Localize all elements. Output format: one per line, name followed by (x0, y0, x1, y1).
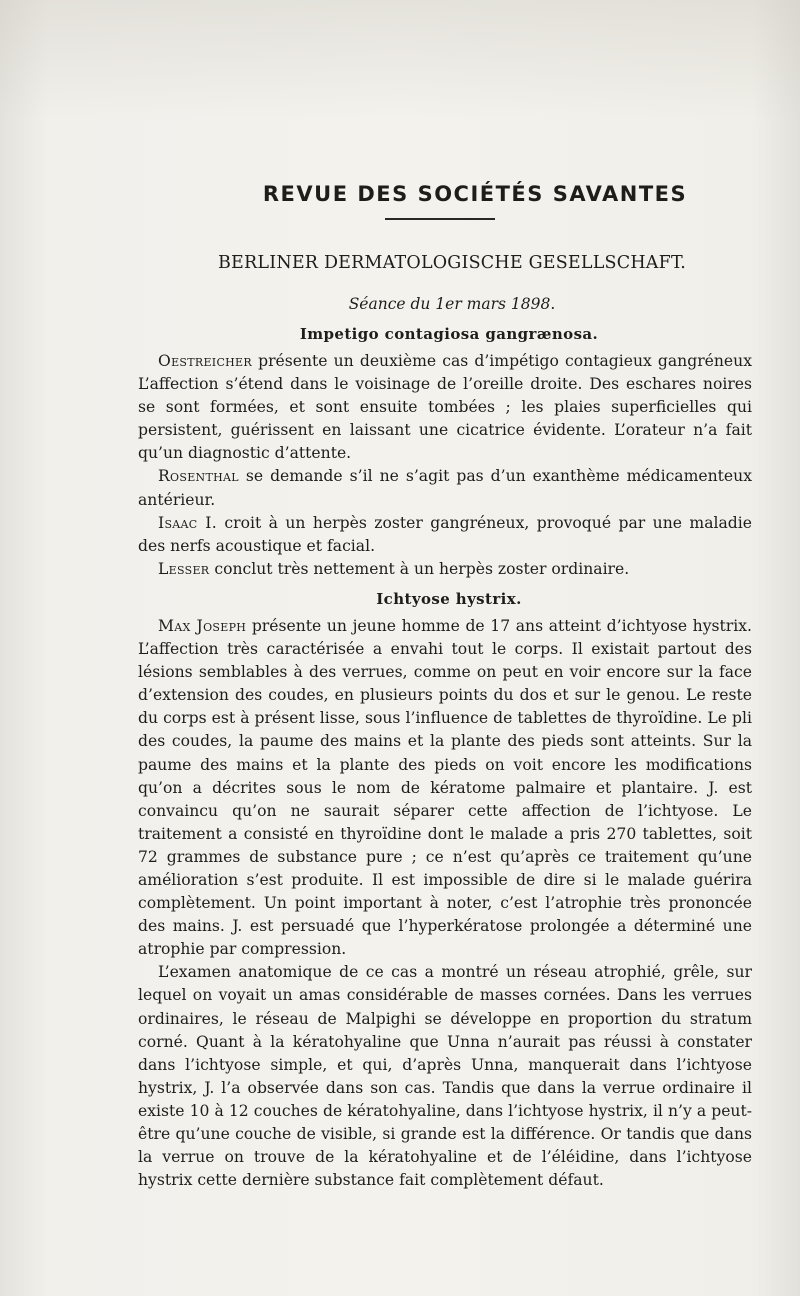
show-through-shadow (0, 0, 800, 120)
paragraph-text: se demande s’il ne s’agit pas d’un exanthème médicamenteux antérieur. (138, 467, 752, 509)
paragraph-text: conclut très nettement à un herpès zoster ordinaire. (214, 559, 630, 578)
paragraph-anatomy: L’examen anatomique de ce cas a montré un réseau atrophié, grêle, sur lequel on voyait un amas considérable de masses cornées. Dans les verrues ordinaires, le réseau de Malpighi se développe en proportion du stratum corné. Quant à la kératohyaline que Unna n’aurait pas réussi à constater dans l’ichtyose simple, et qui, d’après Unna, manquerait dans l’ichtyose hystrix, J. l’a observée dans son cas. Tandis que dans la verrue ordinaire il existe 10 à 12 couches de kératohyaline, dans l’ichtyose hystrix, il n’y a peut-être qu’une couche de visible, si grande est la différence. Or tandis que dans la verrue on trouve de la kératohyaline et de l’éléidine, dans l’ichtyose hystrix cette dernière substance fait complètement défaut. (138, 963, 752, 1190)
paragraph-rosenthal (138, 465, 752, 511)
paragraph-isaac (138, 512, 752, 558)
heading-impetigo: Impetigo contagiosa gangrænosa. (299, 325, 599, 343)
paragraph-text: présente un deuxième cas d’impétigo contagieux gangréneux L’affection s’étend dans le voisinage de l’oreille droite. Des eschares noires se sont formées, et sont ensuite tombées ; les plaies superficielles qui persistent, guérissent en laissant une cicatrice évidente. L’orateur n’a fait qu’un diagnostic d’attente. (138, 352, 752, 463)
speaker-name: Oestreicher (158, 352, 252, 370)
heading-ichtyose: Ichtyose hystrix. (376, 589, 522, 608)
text-column (138, 176, 752, 1192)
paragraph-text: présente un jeune homme de 17 ans atteint d’ichtyose hystrix. L’affection très caractérisée a envahi tout le corps. Il existait partout des lésions semblables à des verrues, comme on peut en voir encore sur la face d’extension des coudes, en plusieurs points du dos et sur le genou. Le reste du corps est à présent lisse, sous l’influence de tablettes de thyroïdine. Le pli des coudes, la paume des mains et la plante des pieds sont atteints. Sur la paume des mains et la plante des pieds on voit encore les modifications qu’on a décrites sous le nom de kératome palmaire et plantaire. J. est convaincu qu’on ne saurait séparer cette affection de l’ichtyose. Le traitement a consisté en thyroïdine dont le malade a pris 270 tablettes, soit 72 grammes de substance pure ; ce n’est qu’après ce traitement qu’une amélioration s’est produite. Il est impossible de dire si le malade guérira complètement. Un point important à noter, c’est l’atrophie très prononcée des mains. J. est persuadé que l’hyperkératose prolongée a déterminé une atrophie par compression. (138, 616, 753, 959)
paragraph-max-joseph (138, 615, 752, 961)
speaker-name: Isaac I. (158, 513, 217, 532)
speaker-name: Max Joseph (158, 616, 247, 635)
paragraph-text: croit à un herpès zoster gangréneux, provoqué par une maladie des nerfs acoustique et facial. (138, 513, 752, 555)
session-date: Séance du 1er mars 1898. (348, 295, 556, 313)
speaker-name: Rosenthal (158, 467, 239, 486)
paragraph-lesser (138, 558, 752, 581)
speaker-name: Lesser (158, 559, 210, 578)
title-rule (385, 218, 495, 220)
section-title: REVUE DES SOCIÉTÉS SAVANTES (262, 182, 688, 206)
paragraph-oestreicher (138, 350, 752, 465)
society-heading: BERLINER DERMATOLOGISCHE GESELLSCHAFT. (217, 253, 687, 273)
